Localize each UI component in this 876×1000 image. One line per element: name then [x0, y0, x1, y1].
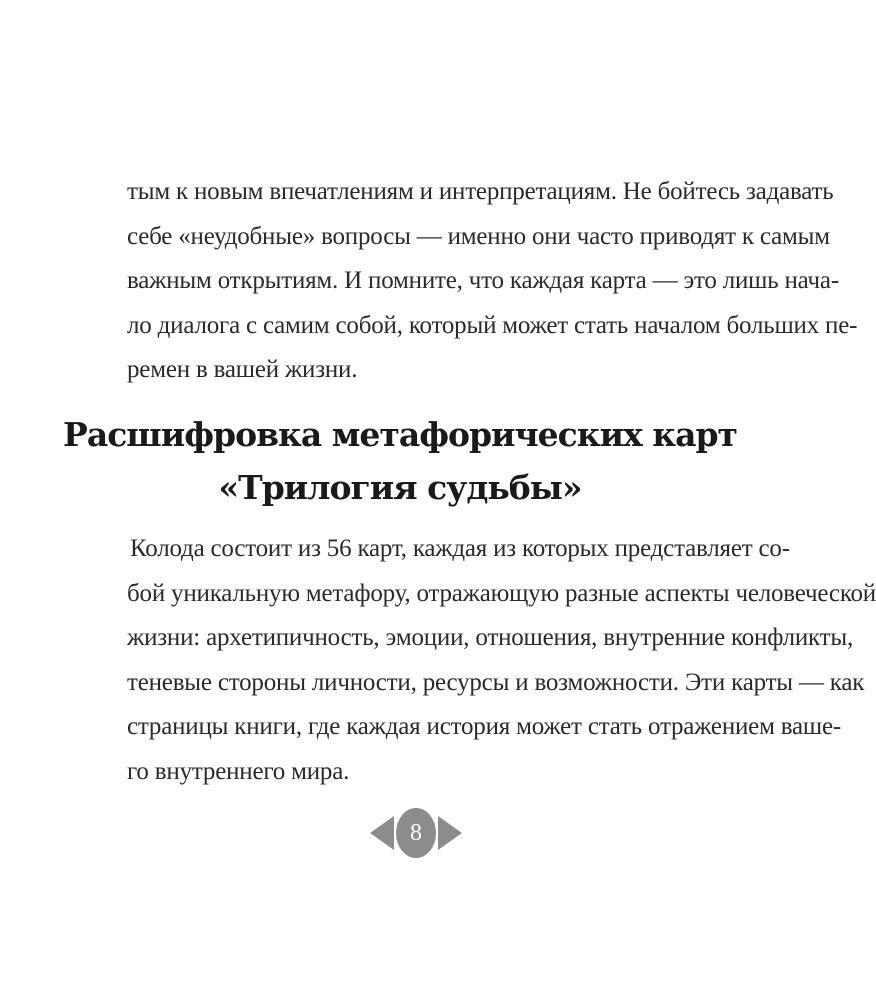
paragraph-line: страницы книги, где каждая история может стать отражением ваше- [127, 713, 841, 740]
page-number: 8 [396, 808, 436, 858]
paragraph-line: ремен в вашей жизни. [127, 356, 358, 383]
paragraph-line: Колода состоит из 56 карт, каждая из которых представляет со- [130, 535, 790, 562]
paragraph-line: бой уникальную метафору, отражающую разные аспекты человеческой [127, 579, 876, 607]
triangle-left-icon [370, 816, 394, 850]
page-number-ornament [370, 808, 462, 858]
paragraph-line: жизни: архетипичность, эмоции, отношения, внутренние конфликты, [127, 624, 854, 651]
paragraph-line: себе «неудобные» вопросы — именно они часто приводят к самым [127, 222, 830, 250]
section-heading-line-2: «Трилогия судьбы» [218, 468, 582, 507]
paragraph-intro [127, 170, 858, 393]
paragraph-line: важным открытиям. И помните, что каждая карта — это лишь нача- [127, 267, 839, 294]
section-heading-line-1: Расшифровка метафорических карт [63, 415, 737, 454]
paragraph-line: теневые стороны личности, ресурсы и возможности. Эти карты — как [127, 668, 865, 696]
paragraph-deck-description [127, 527, 876, 794]
paragraph-line: ло диалога с самим собой, который может стать началом больших пе- [127, 311, 858, 339]
triangle-right-icon [438, 816, 462, 850]
paragraph-line: тым к новым впечатлениям и интерпретациям. Не бойтесь задавать [127, 178, 834, 205]
paragraph-line: го внутреннего мира. [127, 757, 350, 785]
